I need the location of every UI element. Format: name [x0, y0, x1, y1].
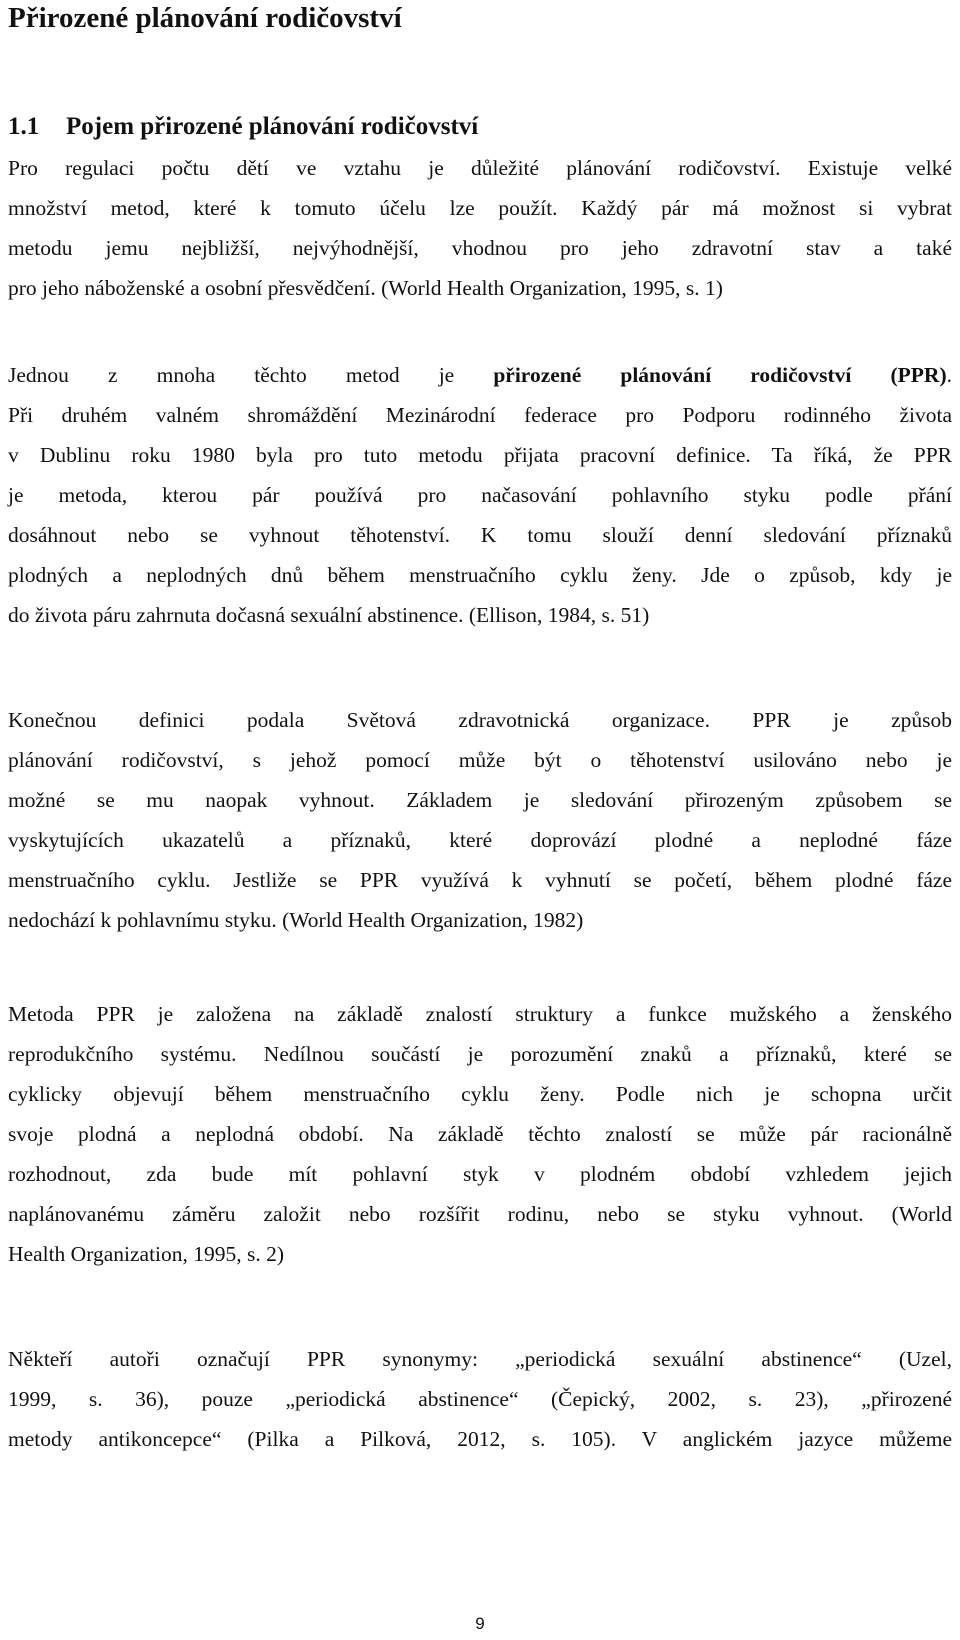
text-line — [8, 355, 952, 395]
emphasis-term: přirozené plánování rodičovství (PPR) — [493, 363, 947, 387]
text-line: metody antikoncepce“ (Pilka a Pilková, 2012, s. 105). V anglickém jazyce můžeme — [8, 1427, 952, 1451]
section-heading — [8, 113, 478, 141]
text-line: Konečnou definici podala Světová zdravotnická organizace. PPR je způsob — [8, 708, 952, 732]
paragraph — [8, 700, 952, 940]
text-line: do života páru zahrnuta dočasná sexuální abstinence. (Ellison, 1984, s. 51) — [8, 603, 650, 627]
text-line: reprodukčního systému. Nedílnou součástí je porozumění znaků a příznaků, které se — [8, 1042, 952, 1066]
text-line: plánování rodičovství, s jehož pomocí může být o těhotenství usilováno nebo je — [8, 748, 952, 772]
text-line: cyklicky objevují během menstruačního cyklu ženy. Podle nich je schopna určit — [8, 1082, 952, 1106]
text-line: Při druhém valném shromáždění Mezinárodní federace pro Podporu rodinného života — [8, 403, 952, 427]
paragraph — [8, 1339, 952, 1459]
text-line: dosáhnout nebo se vyhnout těhotenství. K tomu slouží denní sledování příznaků — [8, 523, 952, 547]
text-line: svoje plodná a neplodná období. Na základě těchto znalostí se může pár racionálně — [8, 1122, 952, 1146]
text-line: menstruačního cyklu. Jestliže se PPR využívá k vyhnutí se početí, během plodné fáze — [8, 868, 952, 892]
text-line: Pro regulaci počtu dětí ve vztahu je důležité plánování rodičovství. Existuje velké — [8, 156, 952, 180]
text-line: pro jeho náboženské a osobní přesvědčení. (World Health Organization, 1995, s. 1) — [8, 276, 723, 300]
text-line: plodných a neplodných dnů během menstruačního cyklu ženy. Jde o způsob, kdy je — [8, 563, 952, 587]
text-run: Jednou z mnoha těchto metod je — [8, 363, 494, 387]
page-number: 9 — [475, 1614, 485, 1633]
paragraph — [8, 355, 952, 635]
section-number: 1.1 — [8, 113, 40, 140]
chapter-title: Přirozené plánování rodičovství — [8, 2, 402, 34]
text-line: je metoda, kterou pár používá pro načasování pohlavního styku podle přání — [8, 483, 952, 507]
paragraph — [8, 994, 952, 1274]
text-line: Health Organization, 1995, s. 2) — [8, 1242, 285, 1266]
section-title: Pojem přirozené plánování rodičovství — [66, 113, 479, 140]
text-line: 1999, s. 36), pouze „periodická abstinence“ (Čepický, 2002, s. 23), „přirozené — [8, 1387, 952, 1411]
text-line: nedochází k pohlavnímu styku. (World Health Organization, 1982) — [8, 908, 584, 932]
text-line: množství metod, které k tomuto účelu lze použít. Každý pár má možnost si vybrat — [8, 196, 952, 220]
text-run: . — [946, 363, 952, 387]
text-line: možné se mu naopak vyhnout. Základem je sledování přirozeným způsobem se — [8, 788, 952, 812]
text-line: rozhodnout, zda bude mít pohlavní styk v plodném období vzhledem jejich — [8, 1162, 952, 1186]
paragraph — [8, 148, 952, 308]
text-line: metodu jemu nejbližší, nejvýhodnější, vhodnou pro jeho zdravotní stav a také — [8, 236, 952, 260]
text-line: Někteří autoři označují PPR synonymy: „periodická sexuální abstinence“ (Uzel, — [8, 1347, 952, 1371]
text-line: naplánovanému záměru založit nebo rozšířit rodinu, nebo se styku vyhnout. (World — [8, 1202, 952, 1226]
text-line: Metoda PPR je založena na základě znalostí struktury a funkce mužského a ženského — [8, 1002, 952, 1026]
text-line: v Dublinu roku 1980 byla pro tuto metodu přijata pracovní definice. Ta říká, že PPR — [8, 443, 952, 467]
text-line: vyskytujících ukazatelů a příznaků, které doprovází plodné a neplodné fáze — [8, 828, 952, 852]
